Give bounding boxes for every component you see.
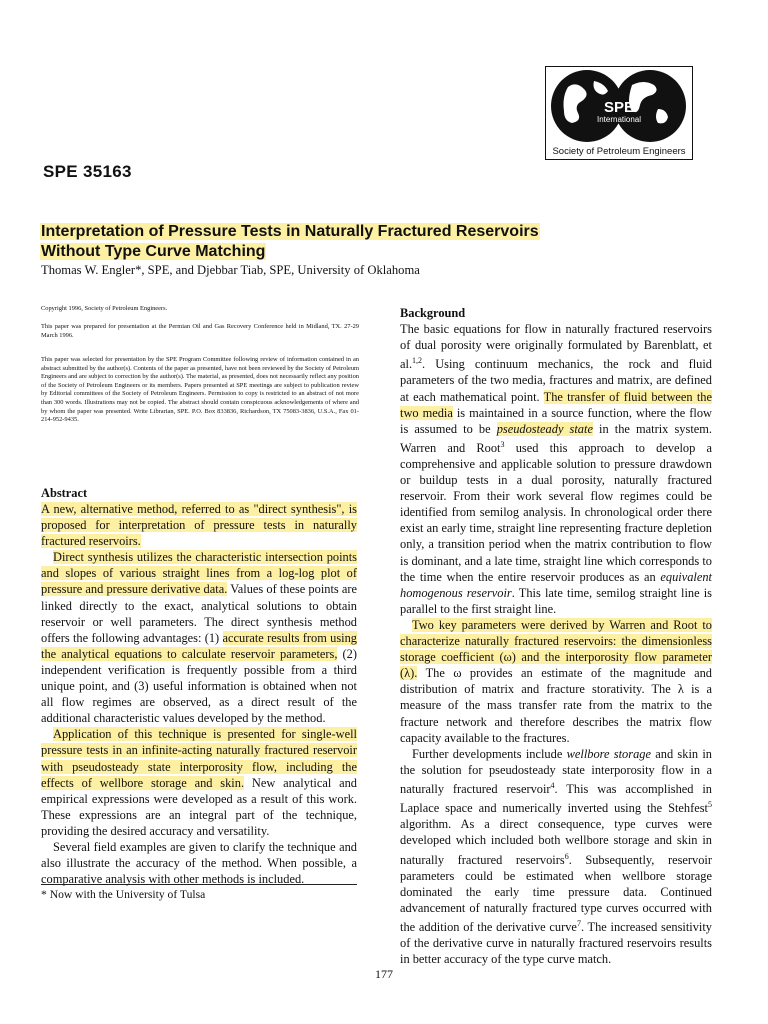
review-disclaimer: This paper was selected for presentation by the SPE Program Committee following review of information contained in an abstract submitted by the author(s). Contents of the paper as presented, have not been reviewed by the Society of Petroleum Engineers and are subject to correction by the author(s). The material, as presented, does not necessarily reflect any position of the Society of Petroleum Engineers or its members. Papers presented at SPE meetings are subject to publication review by Editorial committees of the Society of Petroleum Engineers. Permission to copy is restricted to an abstract of not more than 300 words. Illustrations may not be copied. The abstract should contain conspicuous acknowledgements of where and by whom the paper was presented. Write Librarian, SPE. P.O. Box 833836, Richardson, TX 75083-3836, U.S.A., Fax 01-214-952-9435. [41, 356, 359, 424]
abstract-p2-highlight: Direct synthesis utilizes the characteristic intersection points and slopes of various straight lines from a log-log plot of pressure and pressure derivative data. [41, 550, 357, 597]
bg-p1-text-g: used this approach to develop a comprehensive and applicable solution to pressure drawdown or buildup tests in a dual porosity, naturally fractured reservoir. From their work several flow regimes could be identified from semilog analysis. In chronological order there exist an early time, straight line representing fracture depletion only, a transition period when the matrix contribution to flow is dominant, and a late time, straight line which corresponds to the time when the entire reservoir produces as an [400, 440, 712, 584]
paper-title-line-2 [40, 243, 266, 261]
copyright-line: Copyright 1996, Society of Petroleum Engineers. [41, 305, 168, 312]
title-line-1-text: Interpretation of Pressure Tests in Naturally Fractured Reservoirs [41, 223, 539, 240]
abstract-paragraph-1 [41, 501, 357, 549]
abstract-p2-highlight-advantage: accurate results from using the analytical equations to calculate reservoir parameters, [41, 630, 357, 661]
background-heading: Background [400, 306, 466, 320]
abstract-paragraph-3 [41, 726, 357, 839]
abstract-heading: Abstract [41, 486, 88, 500]
bg-p1-text-f: in the matrix system. Warren and Root [400, 421, 712, 455]
bg-p1-text-d: is maintained in a source function, where the flow is assumed to be [400, 405, 712, 436]
title-line-2-text: Without Type Curve Matching [41, 243, 266, 260]
abstract-p2-text-end: (2) independent verification is frequently possible from a third unique point, and (3) useful information is obtained when not all flow regimes are observed, as a direct result of the additional characteristic values developed by the method. [41, 646, 357, 726]
abstract-body [41, 501, 357, 887]
citation-superscript: 7 [576, 919, 581, 928]
bg-p1-highlight-italic: pseudosteady state [496, 421, 593, 436]
conference-note: This paper was prepared for presentation at the Permian Oil and Gas Recovery Conference held in Midland, TX. 27-29 March 1996. [41, 323, 359, 339]
logo-subtitle: International [596, 115, 642, 124]
background-body [400, 321, 712, 967]
page-number: 177 [375, 967, 393, 981]
abstract-paragraph-4: Several field examples are given to clarify the technique and also illustrate the accuracy of the method. When possible, a comparative analysis with other methods is included. [41, 839, 357, 887]
bg-p1-text-b: . Using continuum mechanics, the rock and fluid parameters of the two media, fractures and matrix, are defined at each mathematical point. [400, 357, 712, 404]
bg-p3-text-g: . The increased sensitivity of the derivative curve in naturally fractured reservoirs results in better accuracy of the type curve match. [400, 920, 712, 967]
bg-p2-text: The ω provides an estimate of the magnitude and distribution of matrix and fracture storativity. The λ is a measure of the mass transfer rate from the matrix to the fracture network and therefore describes the matrix flow capacity available to the fractures. [400, 666, 712, 745]
spe-globe-logo-icon [546, 67, 692, 145]
background-paragraph-3 [400, 746, 712, 968]
citation-superscript: 5 [708, 800, 712, 810]
logo-name: SPE [603, 99, 635, 116]
bg-p1-text-a: The basic equations for flow in naturally fractured reservoirs of dual porosity were originally formulated by Barenblatt, et al. [400, 322, 712, 372]
citation-superscript: 1,2 [412, 356, 423, 366]
spe-logo [545, 66, 693, 160]
abstract-paragraph-2 [41, 549, 357, 726]
bg-p3-text-e: algorithm. As a direct consequence, type curves were developed which included both wellbore storage and skin in naturally fractured reservoirs [400, 817, 712, 867]
citation-superscript: 3 [500, 439, 505, 449]
bg-p3-text-a: Further developments include [412, 746, 567, 761]
bg-p3-italic: wellbore storage [566, 746, 651, 761]
bg-p3-text-d: . This was accomplished in Laplace space and numerically inverted using the Stehfest [400, 782, 712, 816]
background-paragraph-2 [400, 617, 712, 746]
citation-superscript: 6 [564, 851, 569, 861]
abstract-p2-text: Values of these points are linked directly to the exact, analytical solutions to obtain reservoir or well parameters. The direct synthesis method offers the following advantages: (1) [41, 582, 357, 645]
logo-caption: Society of Petroleum Engineers [552, 146, 686, 157]
citation-superscript: 4 [550, 780, 555, 790]
bg-p3-text-c: and skin in the solution for pseudosteady state interporosity flow in a naturally fractured reservoir [400, 746, 712, 796]
abstract-p1-text: A new, alternative method, referred to as "direct synthesis", is proposed for interpretation of pressure tests in naturally fractured reservoirs. [41, 502, 357, 549]
authors-line: Thomas W. Engler*, SPE, and Djebbar Tiab, SPE, University of Oklahoma [41, 263, 420, 277]
footnote: * Now with the University of Tulsa [41, 888, 206, 901]
abstract-p3-text: New analytical and empirical expressions were developed as a result of this work. These expressions are an integral part of the technique, providing the desired accuracy and versatility. [41, 775, 357, 838]
paper-title-line-1 [40, 223, 540, 241]
abstract-p3-highlight: Application of this technique is presented for single-well pressure tests in an infinite-acting naturally fractured reservoir with pseudosteady state interporosity flow, including the effects of wellbore storage and skin. [41, 727, 357, 790]
bg-p2-highlight: Two key parameters were derived by Warren and Root to characterize naturally fractured reservoirs: the dimensionless storage coefficient (ω) and the interporosity flow parameter (λ). [400, 617, 712, 681]
footnote-divider [41, 884, 357, 885]
paper-number: SPE 35163 [43, 162, 132, 181]
bg-p3-text-f: . Subsequently, reservoir parameters could be estimated when wellbore storage dominated the early time pressure data. Continued advancement of naturally fractured type curves occurred with the addition of the derivative curve [400, 852, 712, 935]
bg-p1-highlight: The transfer of fluid between the two media [400, 389, 712, 420]
background-paragraph-1 [400, 321, 712, 617]
bg-p1-text-i: . This late time, semilog straight line is parallel to the first straight line. [400, 585, 712, 616]
bg-p1-italic: equivalent homogenous reservoir [400, 569, 712, 600]
